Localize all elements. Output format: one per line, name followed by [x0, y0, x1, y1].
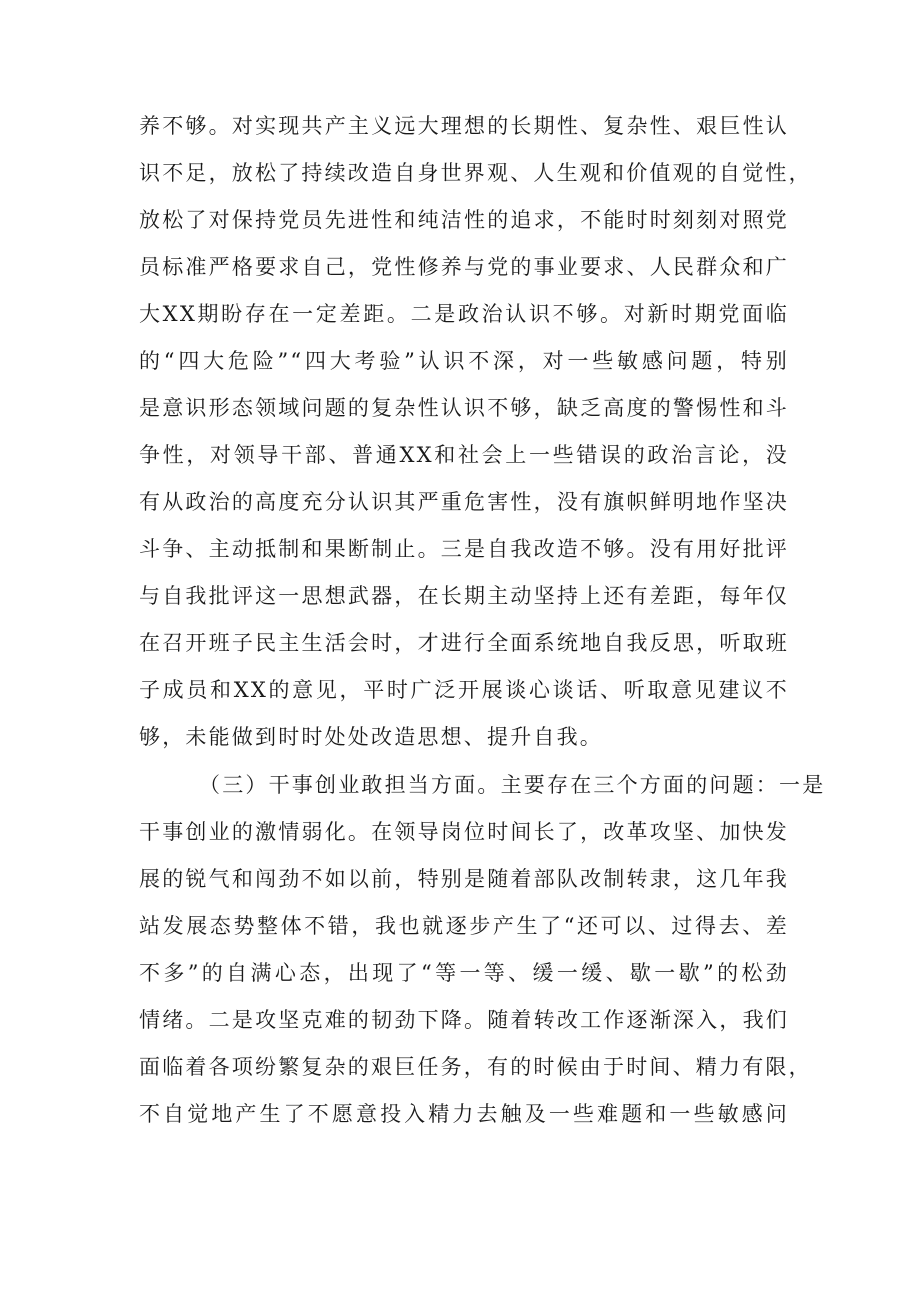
text-line: 放松了对保持党员先进性和纯洁性的追求，不能时时刻刻对照党	[139, 208, 789, 232]
text-line: 干事创业的激情弱化。在领导岗位时间长了，改革攻坚、加快发	[139, 820, 789, 844]
text-line: 员标准严格要求自己，党性修养与党的事业要求、人民群众和广	[139, 255, 789, 279]
text-line: 是意识形态领域问题的复杂性认识不够，缺乏高度的警惕性和斗	[139, 396, 789, 420]
text-line: 在召开班子民主生活会时，才进行全面系统地自我反思，听取班	[139, 631, 789, 655]
text-line: 站发展态势整体不错，我也就逐步产生了“还可以、过得去、差	[139, 914, 789, 938]
text-line: 大XX期盼存在一定差距。二是政治认识不够。对新时期党面临	[139, 302, 789, 326]
text-line: 不多”的自满心态，出现了“等一等、缓一缓、歇一歇”的松劲	[139, 961, 789, 985]
text-line: 子成员和XX的意见，平时广泛开展谈心谈话、听取意见建议不	[139, 678, 789, 702]
text-line: 面临着各项纷繁复杂的艰巨任务，有的时候由于时间、精力有限，	[139, 1055, 812, 1079]
text-line: 情绪。二是攻坚克难的韧劲下降。随着转改工作逐渐深入，我们	[139, 1008, 789, 1032]
text-line: 斗争、主动抵制和果断制止。三是自我改造不够。没有用好批评	[139, 537, 789, 561]
text-line: 够，未能做到时时处处改造思想、提升自我。	[139, 725, 603, 749]
text-line: 展的锐气和闯劲不如以前，特别是随着部队改制转隶，这几年我	[139, 867, 789, 891]
text-line: 识不足，放松了持续改造自身世界观、人生观和价值观的自觉性，	[139, 161, 812, 185]
text-line: 争性，对领导干部、普通XX和社会上一些错误的政治言论，没	[139, 443, 789, 467]
text-line: 不自觉地产生了不愿意投入精力去触及一些难题和一些敏感问	[139, 1102, 789, 1126]
text-line: 与自我批评这一思想武器，在长期主动坚持上还有差距，每年仅	[139, 584, 789, 608]
section-heading-line: （三）干事创业敢担当方面。主要存在三个方面的问题：一是	[199, 773, 826, 797]
text-line: 养不够。对实现共产主义远大理想的长期性、复杂性、艰巨性认	[139, 114, 789, 138]
text-line: 有从政治的高度充分认识其严重危害性，没有旗帜鲜明地作坚决	[139, 490, 789, 514]
text-line: 的“四大危险”“四大考验”认识不深，对一些敏感问题，特别	[139, 349, 789, 373]
